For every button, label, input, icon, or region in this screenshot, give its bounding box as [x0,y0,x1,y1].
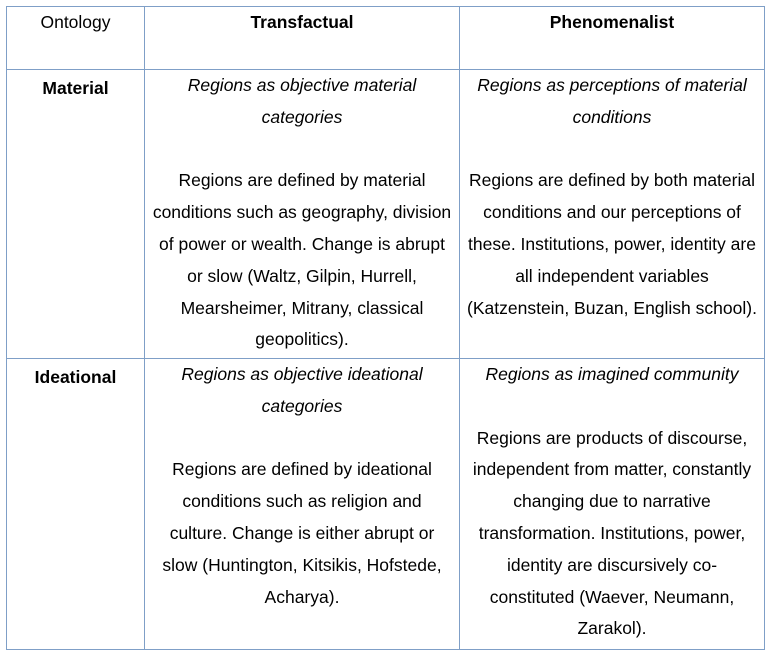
cell-title: Regions as imagined community [485,364,739,384]
spacer [467,391,757,423]
header-ontology: Ontology [7,7,145,70]
cell-material-phenomenalist [460,70,765,359]
ontology-table [6,6,765,650]
header-row [7,7,765,70]
spacer [467,134,757,166]
row-material [7,70,765,359]
cell-body: Regions are products of discourse, independent from matter, constantly changing due to narrative transformation. Institutions, power, identity are discursively co-constituted (Waever, Neumann, Zarakol). [472,427,752,639]
cell-title: Regions as perceptions of material conditions [477,75,747,127]
header-transfactual: Transfactual [145,7,460,70]
row-ideational [7,359,765,650]
cell-ideational-phenomenalist [460,359,765,650]
cell-title: Regions as objective ideational categories [181,364,423,416]
spacer [152,134,452,166]
cell-material-transfactual [145,70,460,359]
cell-body: Regions are defined by both material conditions and our perceptions of these. Institutions, power, identity are all independent variables (Katzenstein, Buzan, English school). [467,170,757,318]
cell-ideational-transfactual [145,359,460,650]
cell-body: Regions are defined by ideational conditions such as religion and culture. Change is either abrupt or slow (Huntington, Kitsikis, Hofstede, Acharya). [162,459,442,607]
spacer [152,423,452,455]
row-label-ideational: Ideational [7,359,145,650]
cell-title: Regions as objective material categories [187,75,417,127]
row-label-material: Material [7,70,145,359]
header-phenomenalist: Phenomenalist [460,7,765,70]
cell-body: Regions are defined by material conditions such as geography, division of power or wealth. Change is abrupt or slow (Waltz, Gilpin, Hurrell, Mearsheimer, Mitrany, classical geopolitics). [152,170,452,350]
